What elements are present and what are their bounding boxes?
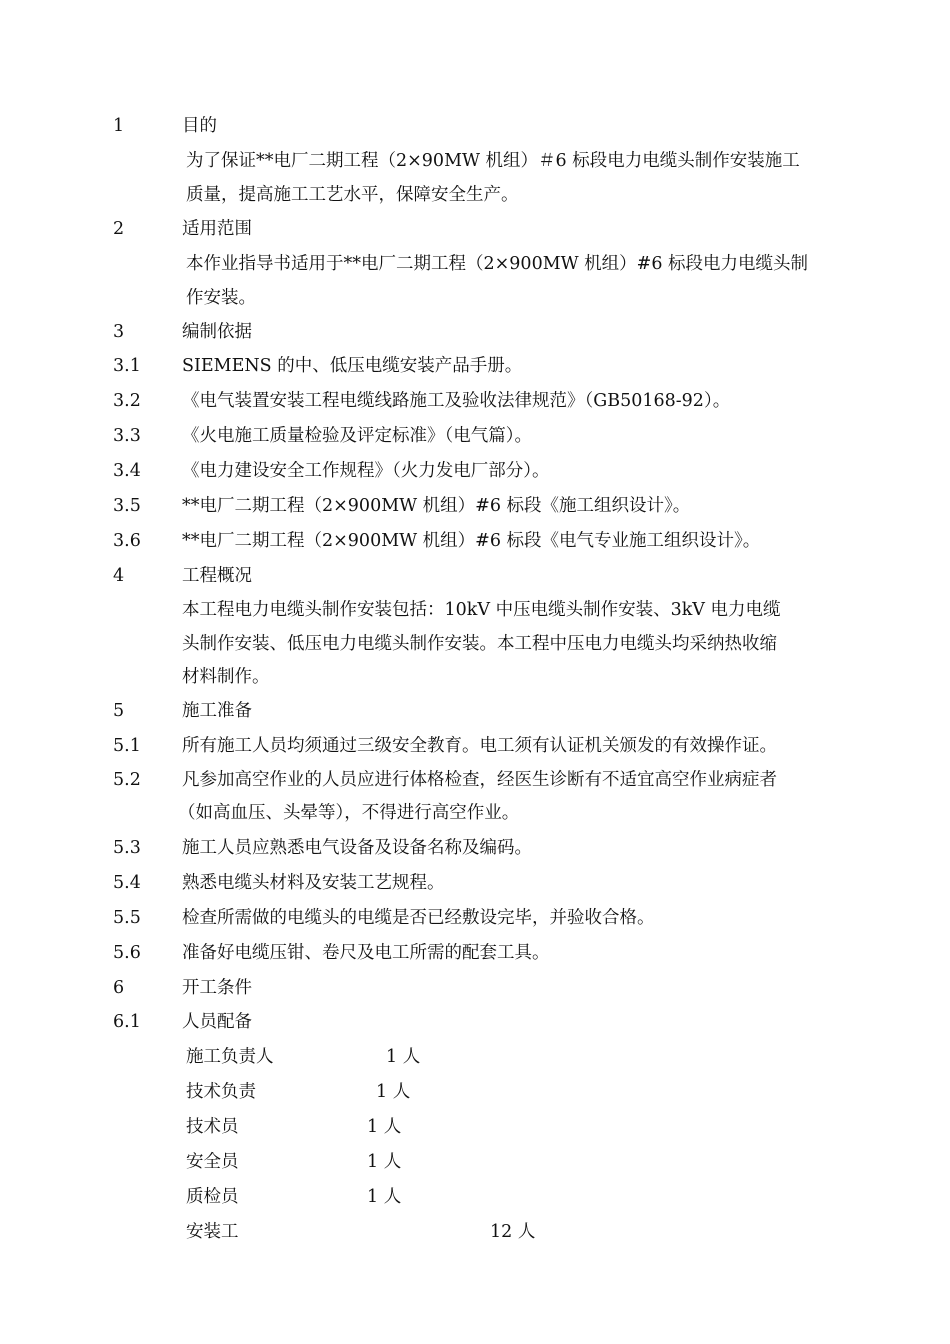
staff-count: 1 人 [376, 1082, 411, 1102]
item-5-6-number: 5.6 [113, 943, 141, 963]
item-5-1-number: 5.1 [113, 736, 141, 756]
item-5-6-text: 准备好电缆压钳、卷尺及电工所需的配套工具。 [182, 943, 550, 963]
item-5-5-text: 检查所需做的电缆头的电缆是否已经敷设完毕，并验收合格。 [182, 908, 655, 928]
staff-role: 安装工 [186, 1222, 239, 1242]
item-5-1-text: 所有施工人员均须通过三级安全教育。电工须有认证机关颁发的有效操作证。 [182, 736, 777, 756]
section-5-title: 施工准备 [182, 701, 252, 721]
item-3-4-number: 3.4 [113, 461, 141, 481]
staff-count: 1 人 [367, 1152, 402, 1172]
item-3-6-number: 3.6 [113, 531, 141, 551]
section-2-paragraph-line-1: 本作业指导书适用于**电厂二期工程（2×900MW 机组）#6 标段电力电缆头制 [186, 254, 809, 274]
section-1-title: 目的 [182, 116, 217, 136]
item-3-2-number: 3.2 [113, 391, 141, 411]
section-4-paragraph-line-1: 本工程电力电缆头制作安装包括：10kV 中压电缆头制作安装、3kV 电力电缆 [182, 600, 781, 620]
section-3-number: 3 [113, 322, 125, 342]
item-5-4-number: 5.4 [113, 873, 141, 893]
item-5-2-text: 凡参加高空作业的人员应进行体格检查，经医生诊断有不适宜高空作业病症者 [182, 770, 777, 790]
item-3-5-number: 3.5 [113, 496, 141, 516]
section-1-paragraph-line-2: 质量，提高施工工艺水平，保障安全生产。 [186, 185, 519, 205]
section-4-paragraph-line-2: 头制作安装、低压电力电缆头制作安装。本工程中压电力电缆头均采纳热收缩 [182, 634, 777, 654]
section-2-paragraph-line-2: 作安装。 [186, 288, 256, 308]
staff-count: 12 人 [490, 1222, 536, 1242]
staff-role: 施工负责人 [186, 1047, 274, 1067]
item-5-2-number: 5.2 [113, 770, 141, 790]
section-5-number: 5 [113, 701, 125, 721]
item-3-1-text: SIEMENS 的中、低压电缆安装产品手册。 [182, 356, 523, 376]
section-1-paragraph-line-1: 为了保证**电厂二期工程（2×90MW 机组）＃6 标段电力电缆头制作安装施工 [186, 151, 800, 171]
staff-role: 安全员 [186, 1152, 239, 1172]
section-6-title: 开工条件 [182, 978, 252, 998]
section-4-title: 工程概况 [182, 566, 252, 586]
section-2-title: 适用范围 [182, 219, 252, 239]
section-2-number: 2 [113, 219, 125, 239]
section-6-number: 6 [113, 978, 125, 998]
staff-role: 质检员 [186, 1187, 239, 1207]
item-5-4-text: 熟悉电缆头材料及安装工艺规程。 [182, 873, 445, 893]
section-4-paragraph-line-3: 材料制作。 [182, 667, 270, 687]
staff-role: 技术负责 [186, 1082, 256, 1102]
item-3-3-text: 《火电施工质量检验及评定标准》（电气篇）。 [182, 426, 532, 446]
staff-count: 1 人 [367, 1117, 402, 1137]
section-1-number: 1 [113, 116, 125, 136]
item-3-1-number: 3.1 [113, 356, 141, 376]
item-5-3-text: 施工人员应熟悉电气设备及设备名称及编码。 [182, 838, 532, 858]
item-5-3-number: 5.3 [113, 838, 141, 858]
staff-count: 1 人 [367, 1187, 402, 1207]
section-3-title: 编制依据 [182, 322, 252, 342]
staff-count: 1 人 [386, 1047, 421, 1067]
item-6-1-number: 6.1 [113, 1012, 141, 1032]
item-3-3-number: 3.3 [113, 426, 141, 446]
item-3-5-text: **电厂二期工程（2×900MW 机组）#6 标段《施工组织设计》。 [182, 496, 691, 516]
item-5-2-text-continuation: （如高血压、头晕等），不得进行高空作业。 [178, 803, 520, 823]
staff-role: 技术员 [186, 1117, 239, 1137]
item-6-1-title: 人员配备 [182, 1012, 252, 1032]
item-3-4-text: 《电力建设安全工作规程》（火力发电厂部分）。 [182, 461, 550, 481]
item-3-6-text: **电厂二期工程（2×900MW 机组）#6 标段《电气专业施工组织设计》。 [182, 531, 761, 551]
section-4-number: 4 [113, 566, 125, 586]
item-5-5-number: 5.5 [113, 908, 141, 928]
item-3-2-text: 《电气装置安装工程电缆线路施工及验收法律规范》（GB50168-92）。 [182, 391, 731, 411]
